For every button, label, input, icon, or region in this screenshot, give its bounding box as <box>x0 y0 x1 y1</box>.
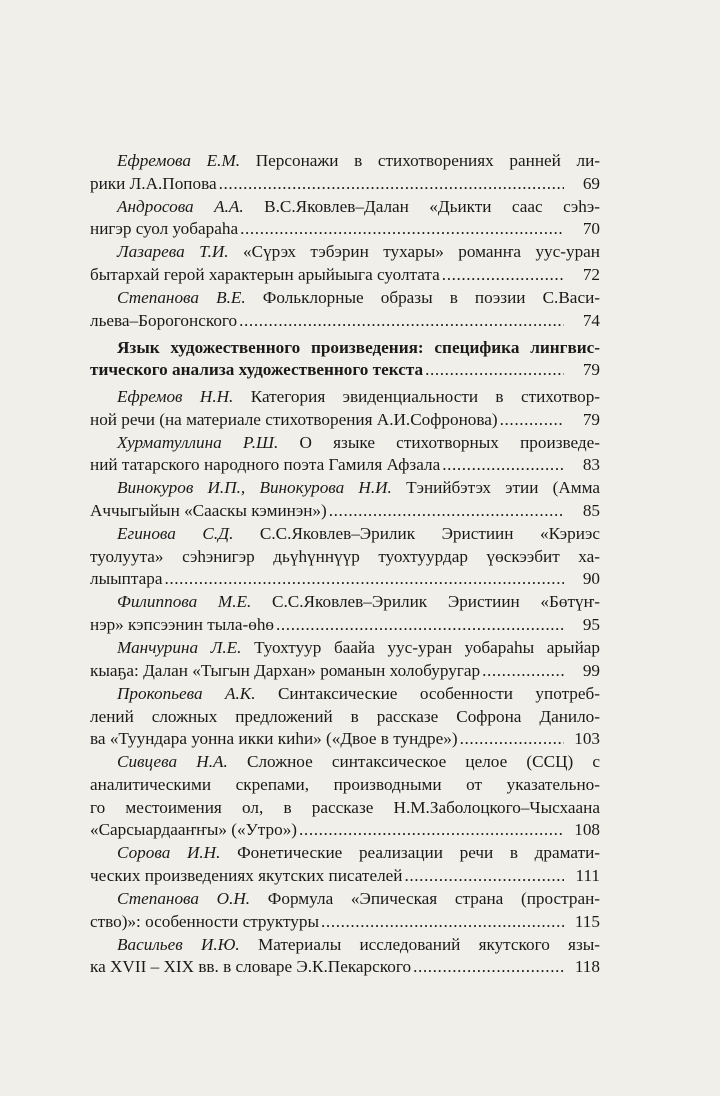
dot-leader <box>276 614 564 637</box>
toc-page-number: 95 <box>582 615 600 635</box>
toc-entry-title: С.С.Яковлев–Эрилик Эристиин «Кэриэс <box>259 524 600 544</box>
dot-leader <box>460 728 564 751</box>
toc-entry-text <box>90 865 402 888</box>
toc-entry-line <box>90 432 600 455</box>
toc-entry-title: Туохтуур баайа уус-уран уобараһы арыйар <box>254 638 600 658</box>
toc-entry-text <box>90 660 480 683</box>
toc-entry-author: Степанова В.Е. <box>117 288 246 308</box>
toc-entry-title: ческих произведениях якутских писателей <box>90 866 403 886</box>
toc-entry-text <box>90 568 162 591</box>
toc-entry-last-line <box>90 911 600 934</box>
toc-entry-title: туолуута» сэһэнигэр дьүһүннүүр туохтуурдар үөскээбит ха- <box>90 546 600 566</box>
toc-entry <box>90 150 600 195</box>
toc-entry-title: бытархай герой характерын арыйыыга суолтата <box>90 265 440 285</box>
toc-entry <box>90 477 600 522</box>
dot-leader <box>500 409 564 432</box>
toc-page-number: 74 <box>582 310 600 330</box>
toc-page-number: 103 <box>574 729 600 749</box>
toc-page-number: 85 <box>582 501 600 521</box>
toc-entry-title: ва «Туундара уонна икки киһи» («Двое в тундре») <box>90 729 458 749</box>
toc-page-number: 72 <box>582 265 600 285</box>
toc-entry <box>90 386 600 431</box>
toc-entry-text <box>90 173 217 196</box>
toc-entry-line <box>90 196 600 219</box>
dot-leader <box>299 819 564 842</box>
toc-entry-last-line <box>90 819 600 842</box>
toc-entry-title: аналитическими скрепами, производными от указательно- <box>90 774 600 794</box>
toc-entry <box>90 751 600 842</box>
toc-entry-last-line <box>90 500 600 523</box>
toc-entry <box>90 523 600 591</box>
toc-entry-text <box>90 819 297 842</box>
toc-entry-text <box>90 218 238 241</box>
toc-entry-title: Категория эвиденциальности в стихотвор- <box>250 386 600 406</box>
toc-entry-line <box>90 751 600 774</box>
dot-leader <box>482 660 564 683</box>
toc-page-number: 118 <box>574 957 600 977</box>
toc-entry-last-line <box>90 409 600 432</box>
dot-leader <box>321 911 564 934</box>
toc-entry-title: Фольклорные образы в поэзии С.Васи- <box>262 288 600 308</box>
toc-entry-text <box>90 500 327 523</box>
toc-entry-title: С.С.Яковлев–Эрилик Эристиин «Бөтүҥ- <box>272 592 600 612</box>
toc-entry-title: рики Л.А.Попова <box>90 173 217 193</box>
toc-entry-line <box>90 706 600 729</box>
toc-entry-line <box>90 150 600 173</box>
toc-entry-author: Лазарева Т.И. <box>117 242 229 262</box>
toc-entry-title: тического анализа художественного текста <box>90 360 424 380</box>
dot-leader <box>442 264 564 287</box>
toc-entry-title: «Сүрэх тэбэрин тухары» романҥа уус-уран <box>243 242 600 262</box>
toc-entry-text <box>90 310 237 333</box>
toc-entry-last-line <box>90 865 600 888</box>
dot-leader <box>219 173 564 196</box>
toc-entry <box>90 888 600 933</box>
toc-entry-title: О языке стихотворных произведе- <box>299 432 600 452</box>
toc-entry-line <box>90 523 600 546</box>
toc-entry-text <box>90 359 423 382</box>
toc-entry-title: «Сарсыардааҥҥы» («Утро») <box>90 820 298 840</box>
dot-leader <box>425 359 564 382</box>
toc-entry-author: Сивцева Н.А. <box>117 752 228 772</box>
toc-entry-author: Прокопьева А.К. <box>117 683 256 703</box>
toc-entry <box>90 287 600 332</box>
toc-entry-title: Синтаксические особенности употреб- <box>277 683 600 703</box>
dot-leader <box>239 310 564 333</box>
toc-page-number: 69 <box>582 173 600 193</box>
toc-entry-title: нигэр суол уобараһа <box>90 219 239 239</box>
toc-entry-text <box>90 911 319 934</box>
toc-entry-title: го местоимения ол, в рассказе Н.М.Заболоцкого–Чысхаана <box>90 797 600 817</box>
dot-leader <box>329 500 564 523</box>
toc-entry-line <box>90 774 600 797</box>
toc-entry <box>90 591 600 636</box>
toc-entry-last-line <box>90 359 600 382</box>
toc-entry-author: Степанова О.Н. <box>117 889 251 909</box>
toc-entry-line <box>90 241 600 264</box>
toc-entry-line <box>90 637 600 660</box>
dot-leader <box>240 218 564 241</box>
toc-entry <box>90 196 600 241</box>
toc-entry-title: нэр» кэпсээнин тыла-өһө <box>90 615 275 635</box>
toc-entry-title: лений сложных предложений в рассказе Софрона Данило- <box>90 706 600 726</box>
toc-entry-title: Сложное синтаксическое целое (ССЦ) с <box>246 752 600 772</box>
toc-entry-text <box>90 454 440 477</box>
toc-entry-line <box>90 477 600 500</box>
toc-entry-title: В.С.Яковлев–Далан «Дьикти саас сэһэ- <box>264 196 600 216</box>
toc-entry-text <box>90 728 458 751</box>
toc-page-number: 83 <box>582 455 600 475</box>
toc-entry-last-line <box>90 614 600 637</box>
toc-entry-last-line <box>90 728 600 751</box>
toc-page-number: 111 <box>575 866 600 886</box>
toc-entry-text <box>90 409 498 432</box>
toc-entry-author: Егинова С.Д. <box>117 524 234 544</box>
toc-entry <box>90 637 600 682</box>
toc-entry-author: Андросова А.А. <box>117 196 244 216</box>
toc-page-number: 70 <box>582 219 600 239</box>
toc-section-heading <box>90 337 600 382</box>
toc-entry-line <box>90 934 600 957</box>
toc-entry-line <box>90 842 600 865</box>
toc-entry-last-line <box>90 218 600 241</box>
toc-entry-author: Манчурина Л.Е. <box>117 638 242 658</box>
toc-entry-last-line <box>90 568 600 591</box>
dot-leader <box>164 568 564 591</box>
toc-entry-title: кыаҕа: Далан «Тыгын Дархан» романын холобуругар <box>90 660 481 680</box>
table-of-contents <box>90 150 600 979</box>
toc-entry <box>90 432 600 477</box>
toc-entry-title: Аччыгыйын «Сааскы кэминэн») <box>90 501 327 521</box>
toc-entry-text <box>90 614 274 637</box>
toc-entry-author: Ефремов Н.Н. <box>117 386 234 406</box>
toc-entry-title: ка XVII – XIX вв. в словаре Э.К.Пекарского <box>90 957 412 977</box>
toc-page-number: 79 <box>582 409 600 429</box>
toc-entry-line <box>90 386 600 409</box>
toc-entry-title: Фонетические реализации речи в драмати- <box>237 843 600 863</box>
toc-entry-title: ство)»: особенности структуры <box>90 911 320 931</box>
toc-entry <box>90 934 600 979</box>
toc-entry-author: Филиппова М.Е. <box>117 592 252 612</box>
toc-entry-author: Сорова И.Н. <box>117 843 221 863</box>
toc-entry-line <box>90 287 600 310</box>
toc-entry-title: Формула «Эпическая страна (простран- <box>267 889 600 909</box>
dot-leader <box>404 865 564 888</box>
toc-entry-last-line <box>90 454 600 477</box>
toc-entry-last-line <box>90 173 600 196</box>
dot-leader <box>442 454 564 477</box>
toc-page-number: 79 <box>582 360 600 380</box>
toc-entry-title: ний татарского народного поэта Гамиля Афзала <box>90 455 441 475</box>
toc-entry-line <box>90 591 600 614</box>
toc-entry-author: Васильев И.Ю. <box>117 934 240 954</box>
toc-entry <box>90 241 600 286</box>
toc-entry-title: Язык художественного произведения: специфика лингвис- <box>117 337 600 357</box>
toc-entry-author: Хурматуллина Р.Ш. <box>117 432 279 452</box>
toc-entry-last-line <box>90 310 600 333</box>
toc-entry-line <box>90 683 600 706</box>
toc-page-number: 90 <box>582 569 600 589</box>
toc-entry-title: Тэнийбэтэх этии (Амма <box>406 478 600 498</box>
toc-entry <box>90 842 600 887</box>
toc-entry-author: Винокуров И.П., Винокурова Н.И. <box>117 478 392 498</box>
toc-entry-author: Ефремова Е.М. <box>117 151 241 170</box>
toc-entry-title: Персонажи в стихотворениях ранней ли- <box>255 151 600 170</box>
toc-entry <box>90 683 600 751</box>
toc-entry-last-line <box>90 264 600 287</box>
toc-entry-title: льева–Борогонского <box>90 310 238 330</box>
toc-page-number: 115 <box>574 911 600 931</box>
toc-entry-line <box>90 888 600 911</box>
toc-entry-text <box>90 264 440 287</box>
toc-entry-line <box>90 797 600 820</box>
toc-entry-text <box>90 956 411 979</box>
toc-page-number: 99 <box>582 660 600 680</box>
dot-leader <box>413 956 564 979</box>
toc-entry-line <box>90 546 600 569</box>
toc-entry-line <box>90 337 600 360</box>
toc-entry-last-line <box>90 956 600 979</box>
toc-entry-title: ной речи (на материале стихотворения А.И.Софронова) <box>90 409 498 429</box>
toc-entry-last-line <box>90 660 600 683</box>
toc-page-number: 108 <box>574 820 600 840</box>
toc-entry-title: лыыптара <box>90 569 163 589</box>
toc-entry-title: Материалы исследований якутского язы- <box>257 934 600 954</box>
